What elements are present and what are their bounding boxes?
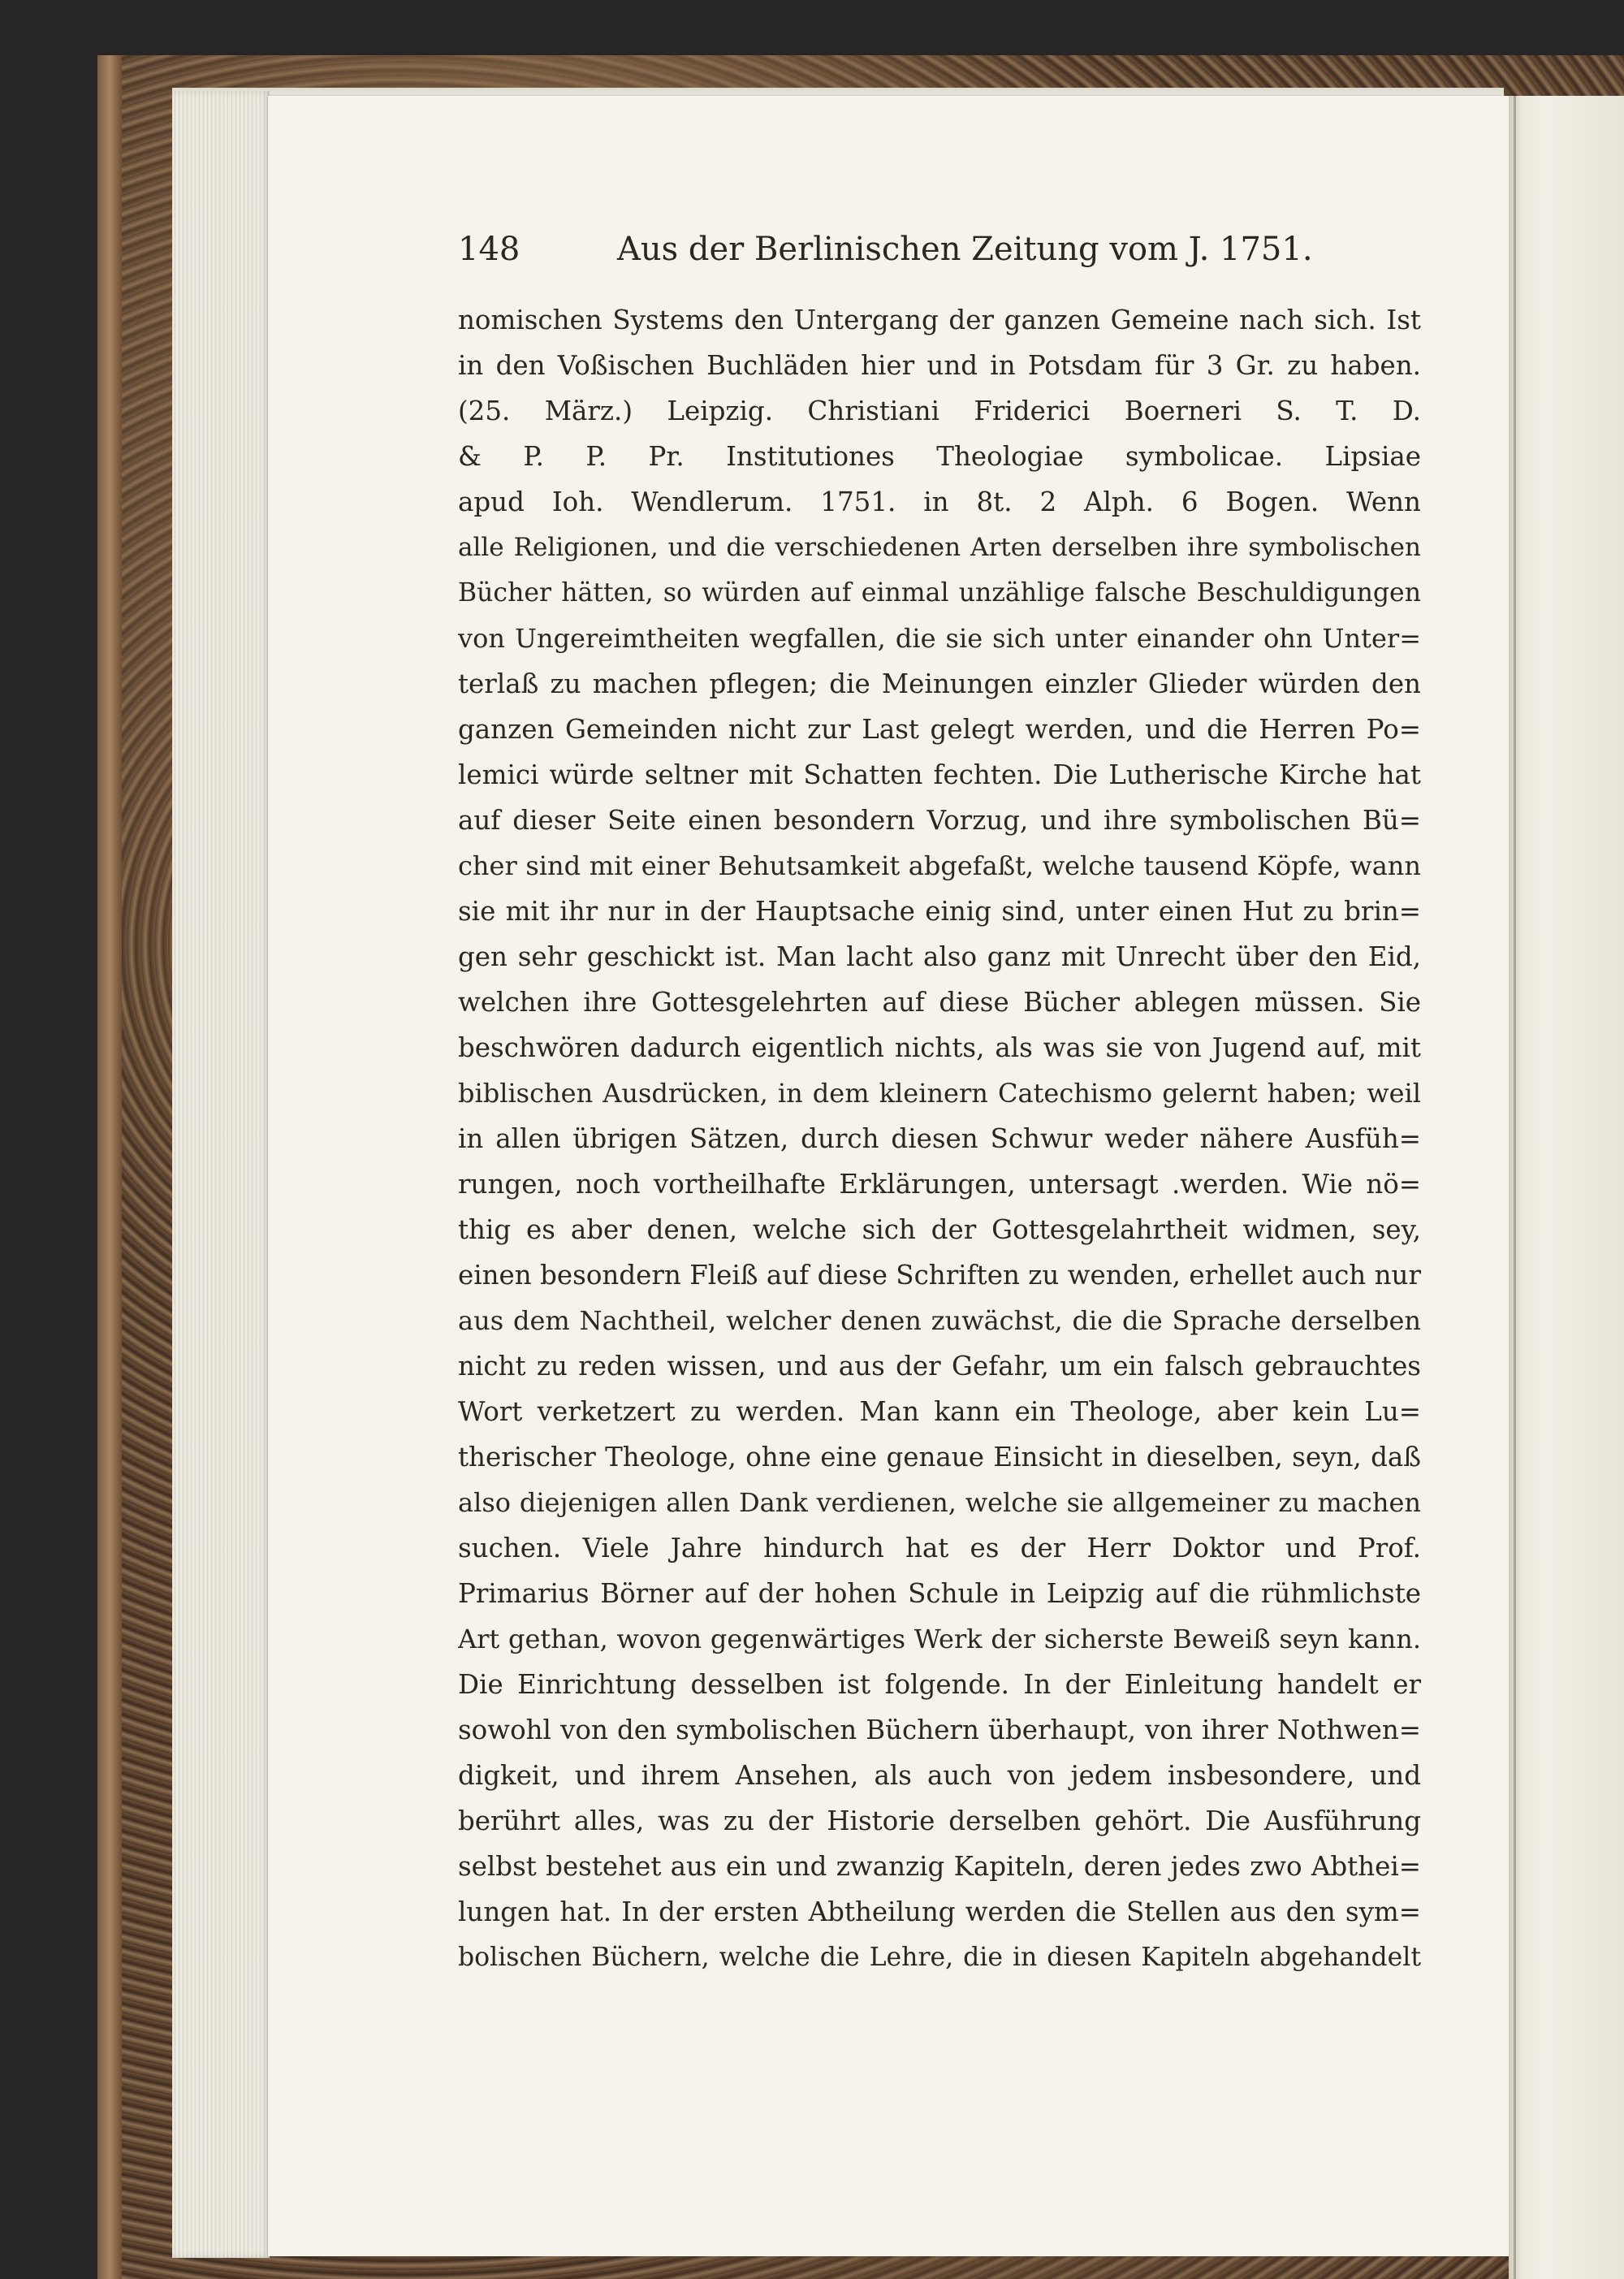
- text-line: Die Einrichtung desselben ist folgende. In der Einleitung handelt er: [458, 1669, 1421, 1700]
- text-line: sie mit ihr nur in der Hauptsache einig sind, unter einen Hut zu brin=: [458, 896, 1421, 927]
- text-line: von Ungereimtheiten wegfallen, die sie sich unter einander ohn Unter=: [458, 623, 1421, 654]
- body-text: [458, 297, 1421, 1980]
- text-line: rungen, noch vortheilhafte Erklärungen, untersagt .werden. Wie nö=: [458, 1169, 1421, 1200]
- text-line: also diejenigen allen Dank verdienen, welche sie allgemeiner zu machen: [458, 1487, 1421, 1518]
- text-line: in allen übrigen Sätzen, durch diesen Schwur weder nähere Ausfüh=: [458, 1123, 1421, 1154]
- text-line: in den Voßischen Buchläden hier und in Potsdam für 3 Gr. zu haben.: [458, 350, 1421, 381]
- text-line: ganzen Gemeinden nicht zur Last gelegt werden, und die Herren Po=: [458, 714, 1421, 745]
- text-line: cher sind mit einer Behutsamkeit abgefaßt, welche tausend Köpfe, wann: [458, 850, 1421, 881]
- text-line: sowohl von den symbolischen Büchern überhaupt, von ihrer Nothwen=: [458, 1715, 1421, 1745]
- text-line: nicht zu reden wissen, und aus der Gefahr, um ein falsch gebrauchtes: [458, 1351, 1421, 1382]
- text-line: beschwören dadurch eigentlich nichts, als was sie von Jugend auf, mit: [458, 1032, 1421, 1063]
- text-line: berührt alles, was zu der Historie derselben gehört. Die Ausführung: [458, 1805, 1421, 1836]
- cover-spine-edge: [97, 55, 122, 2279]
- running-title: Aus der Berlinischen Zeitung vom J. 1751.: [617, 231, 1313, 268]
- text-line: lemici würde seltner mit Schatten fechten. Die Lutherische Kirche hat: [458, 759, 1421, 790]
- text-line: digkeit, und ihrem Ansehen, als auch von jedem insbesondere, und: [458, 1760, 1421, 1791]
- gutter-fold: [1514, 96, 1516, 2279]
- page-number: 148: [458, 231, 520, 268]
- text-line: apud Ioh. Wendlerum. 1751. in 8t. 2 Alph. 6 Bogen. Wenn: [458, 487, 1421, 517]
- text-line: terlaß zu machen pflegen; die Meinungen einzler Glieder würden den: [458, 668, 1421, 699]
- text-line: einen besondern Fleiß auf diese Schriften zu wenden, erhellet auch nur: [458, 1260, 1421, 1291]
- text-line: gen sehr geschickt ist. Man lacht also ganz mit Unrecht über den Eid,: [458, 941, 1421, 972]
- text-line: Art gethan, wovon gegenwärtiges Werk der sicherste Beweiß seyn kann.: [458, 1624, 1421, 1654]
- text-line: thig es aber denen, welche sich der Gottesgelahrtheit widmen, sey,: [458, 1214, 1421, 1245]
- text-line: alle Religionen, und die verschiedenen Arten derselben ihre symbolischen: [458, 533, 1421, 562]
- text-line: lungen hat. In der ersten Abtheilung werden die Stellen aus den sym=: [458, 1896, 1421, 1927]
- text-line: biblischen Ausdrücken, in dem kleinern Catechismo gelernt haben; weil: [458, 1078, 1421, 1109]
- text-line: nomischen Systems den Untergang der ganzen Gemeine nach sich. Ist: [458, 305, 1421, 335]
- text-line: therischer Theologe, ohne eine genaue Einsicht in dieselben, seyn, daß: [458, 1442, 1421, 1472]
- page-header: [458, 231, 1421, 279]
- text-line: suchen. Viele Jahre hindurch hat es der Herr Doktor und Prof.: [458, 1533, 1421, 1563]
- text-line: welchen ihre Gottesgelehrten auf diese Bücher ablegen müssen. Sie: [458, 987, 1421, 1018]
- text-line: auf dieser Seite einen besondern Vorzug, und ihre symbolischen Bü=: [458, 805, 1421, 836]
- text-line: selbst bestehet aus ein und zwanzig Kapiteln, deren jedes zwo Abthei=: [458, 1851, 1421, 1882]
- text-line: Primarius Börner auf der hohen Schule in Leipzig auf die rühmlichste: [458, 1578, 1421, 1609]
- text-line: (25. März.) Leipzig. Christiani Friderici Boerneri S. T. D.: [458, 396, 1421, 426]
- text-line: bolischen Büchern, welche die Lehre, die in diesen Kapiteln abgehandelt: [458, 1943, 1421, 1972]
- facing-page-gutter: [1509, 96, 1624, 2279]
- page-stack-edge: [172, 91, 270, 2258]
- text-line: Bücher hätten, so würden auf einmal unzählige falsche Beschuldigungen: [458, 578, 1421, 608]
- text-line: & P. P. Pr. Institutiones Theologiae symbolicae. Lipsiae: [458, 441, 1421, 472]
- text-line: aus dem Nachtheil, welcher denen zuwächst, die die Sprache derselben: [458, 1305, 1421, 1336]
- text-line: Wort verketzert zu werden. Man kann ein Theologe, aber kein Lu=: [458, 1396, 1421, 1427]
